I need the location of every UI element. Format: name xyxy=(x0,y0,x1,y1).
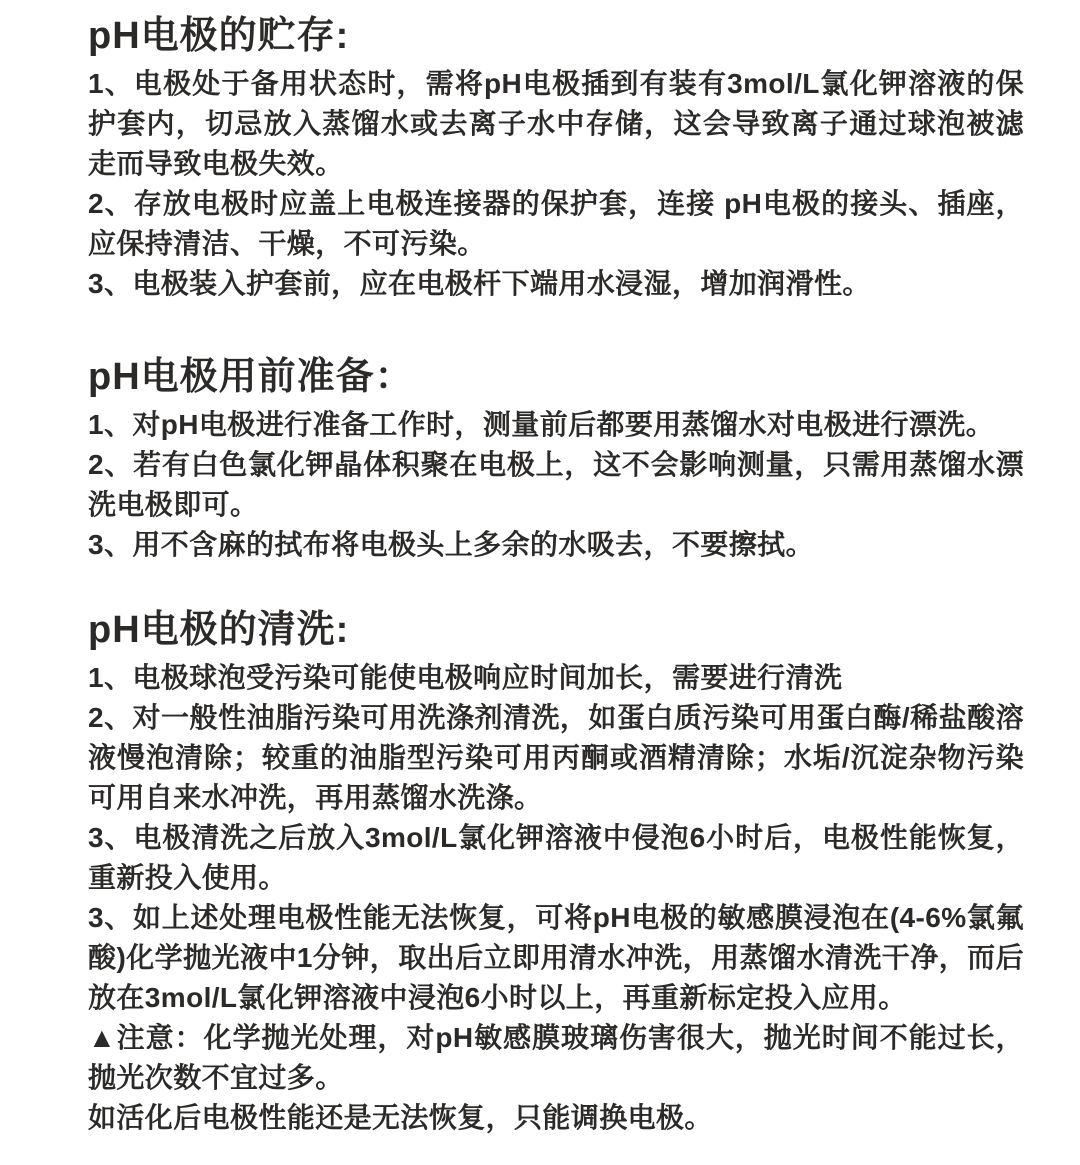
preparation-item-1: 1、对pH电极进行准备工作时，测量前后都要用蒸馏水对电极进行漂洗。 xyxy=(88,409,995,440)
storage-item-1: 1、电极处于备用状态时，需将pH电极插到有装有3mol/L氯化钾溶液的保护套内，切忌放入蒸馏水或去离子水中存储，这会导致离子通过球泡被滤走而导致电极失效。 xyxy=(88,68,1024,179)
cleaning-item-3: 3、电极清洗之后放入3mol/L氯化钾溶液中侵泡6小时后，电极性能恢复，重新投入使用。 xyxy=(88,822,1024,893)
replacement-note: 如活化后电极性能还是无法恢复，只能调换电极。 xyxy=(88,1102,713,1133)
section-preparation-title: pH电极用前准备： xyxy=(88,356,414,398)
section-cleaning xyxy=(88,607,1024,1138)
storage-item-2: 2、存放电极时应盖上电极连接器的保护套，连接 pH电极的接头、插座，应保持清洁、干燥，不可污染。 xyxy=(88,188,1024,259)
cleaning-item-2: 2、对一般性油脂污染可用洗涤剂清洗，如蛋白质污染可用蛋白酶/稀盐酸溶液慢泡清除；较重的油脂型污染可用丙酮或酒精清除；水垢/沉淀杂物污染可用自来水冲洗，再用蒸馏水洗涤。 xyxy=(88,702,1024,813)
section-cleaning-title: pH电极的清洗: xyxy=(88,609,350,651)
preparation-item-3: 3、用不含麻的拭布将电极头上多余的水吸去，不要擦拭。 xyxy=(88,529,814,560)
section-storage-title: pH电极的贮存: xyxy=(88,15,350,57)
preparation-item-2: 2、若有白色氯化钾晶体积聚在电极上，这不会影响测量，只需用蒸馏水漂洗电极即可。 xyxy=(88,449,1024,520)
warning-note: ▲注意：化学抛光处理，对pH敏感膜玻璃伤害很大，抛光时间不能过长，抛光次数不宜过多。 xyxy=(88,1022,1024,1093)
section-storage xyxy=(88,13,1024,304)
section-preparation xyxy=(88,354,1024,565)
cleaning-item-1: 1、电极球泡受污染可能使电极响应时间加长，需要进行清洗 xyxy=(88,662,843,693)
cleaning-item-4: 3、如上述处理电极性能无法恢复，可将pH电极的敏感膜浸泡在(4-6%氯氟酸)化学抛光液中1分钟，取出后立即用清水冲洗，用蒸馏水清洗干净，而后放在3mol/L氯化钾溶液中浸泡6小时以上，再重新标定投入应用。 xyxy=(88,902,1024,1013)
storage-item-3: 3、电极装入护套前，应在电极杆下端用水浸湿，增加润滑性。 xyxy=(88,268,871,299)
